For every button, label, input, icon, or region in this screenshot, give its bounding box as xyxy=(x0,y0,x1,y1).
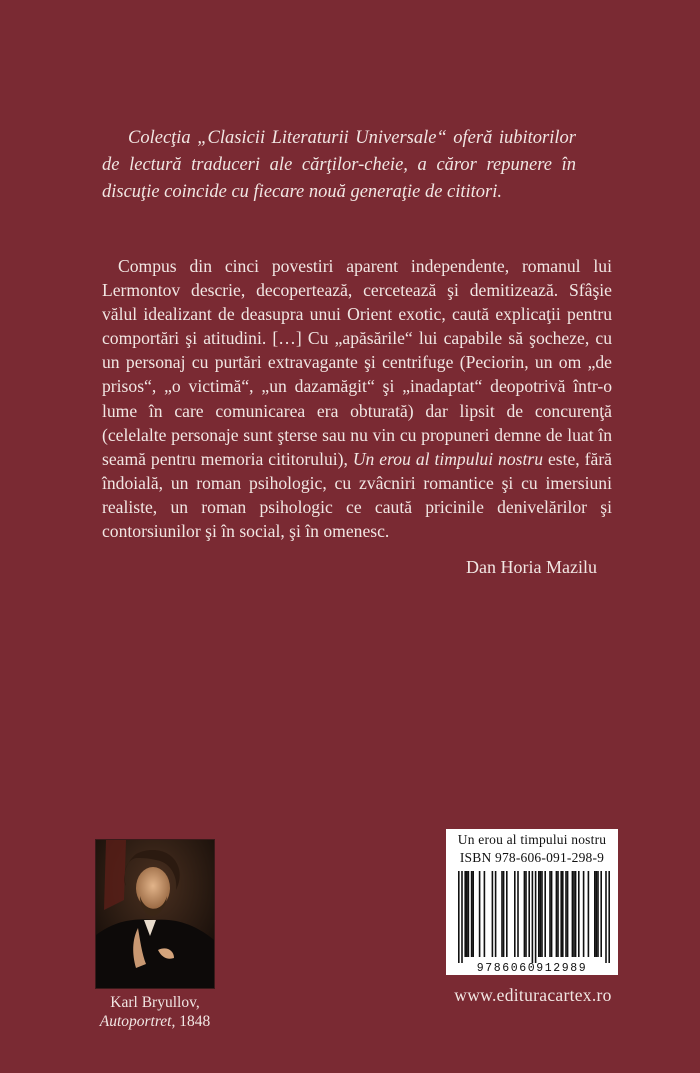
barcode-bar xyxy=(532,871,534,963)
description-part-2: este, fără îndoială, un roman psihologic, cu zvâcniri romantice şi cu imersiuni realiste, un roman psihologic ce caută pricinile denivelărilor şi contorsiunilor şi în social, şi în omenesc. xyxy=(102,448,612,542)
barcode-bar xyxy=(573,871,575,957)
barcode-isbn: ISBN 978-606-091-298-9 xyxy=(459,850,605,865)
barcode-bar xyxy=(578,871,580,957)
barcode-bar xyxy=(567,871,569,957)
barcode-bar xyxy=(484,871,486,957)
barcode-bar xyxy=(583,871,585,957)
barcode-bar xyxy=(549,871,551,957)
barcode-digits: 9786060912989 xyxy=(476,962,588,975)
publisher-website: www.edituracartex.ro xyxy=(454,985,612,1005)
caption-year: , 1848 xyxy=(171,1013,211,1030)
portrait-painting-icon xyxy=(96,840,214,988)
barcode-bar xyxy=(495,871,497,957)
barcode-bar xyxy=(458,871,460,963)
barcode-bar xyxy=(517,871,519,957)
barcode-bar xyxy=(575,871,577,957)
barcode-bar xyxy=(565,871,567,957)
barcode-bar xyxy=(540,871,542,957)
barcode-bar xyxy=(608,871,610,963)
book-title-italic: Un erou al timpului nostru xyxy=(352,448,544,469)
barcode-bar xyxy=(562,871,564,957)
barcode-bar xyxy=(514,871,516,957)
barcode-bar xyxy=(551,871,553,957)
barcode-bar xyxy=(492,871,494,957)
barcode-bar xyxy=(556,871,558,957)
barcode-bar xyxy=(572,871,574,957)
caption-artist: Karl Bryullov, xyxy=(110,994,200,1011)
barcode-bar xyxy=(596,871,598,957)
portrait-caption xyxy=(70,993,240,1031)
caption-work: Autoportret xyxy=(99,1013,172,1030)
barcode-bar xyxy=(560,871,562,957)
barcode-bar xyxy=(535,871,537,963)
barcode-bar xyxy=(479,871,481,957)
barcode-bar xyxy=(466,871,468,957)
barcode-bar xyxy=(544,871,546,957)
barcode-bar xyxy=(597,871,599,957)
barcode-bar xyxy=(538,871,540,957)
barcode-book-title: Un erou al timpului nostru xyxy=(457,832,607,847)
barcode-bar xyxy=(506,871,508,957)
barcode-bar xyxy=(471,871,473,957)
barcode-bar xyxy=(503,871,505,957)
barcode-bar xyxy=(541,871,543,957)
barcode-bar xyxy=(461,871,463,963)
barcode-bar xyxy=(525,871,527,957)
barcode-bar xyxy=(588,871,590,957)
barcode-bar xyxy=(594,871,596,957)
barcode-bar xyxy=(472,871,474,957)
collection-intro: Colecţia „Clasicii Literaturii Universale“ oferă iubitorilor de lectură traduceri ale cărţilor-cheie, a căror repunere în discuţie coincide cu fiecare nouă generaţie de cititori. xyxy=(102,128,576,202)
isbn-barcode-box xyxy=(446,829,618,975)
barcode-bar xyxy=(468,871,470,957)
description-part-1: Compus din cinci povestiri aparent independente, romanul lui Lermontov descrie, decopertează, cercetează şi demitizează. Sfâşie vălul idealizant de deasupra unui Orient exotic, caută explicaţii pentru comportări şi atitudini. […] Cu „apăsările“ lui capabile să şocheze, cu un personaj cu purtări extravagante şi centrifuge (Peciorin, un om „de prisos“, „o victimă“, „un dazamăgit“ şi „inadaptat“ deopotrivă într-o lume în care comunicarea era obturată) dar lipsit de concurenţă (celelalte personaje sunt şterse sau nu vin cu propuneri demne de luat în seamă pentru memoria cititorului), xyxy=(102,256,612,469)
barcode-bar xyxy=(557,871,559,957)
barcode-bar xyxy=(524,871,526,957)
barcode-bar xyxy=(600,871,602,957)
barcode-icon xyxy=(446,869,618,975)
review-author: Dan Horia Mazilu xyxy=(466,557,597,577)
barcode-bar xyxy=(464,871,466,957)
portrait-image xyxy=(96,840,214,988)
barcode-bar xyxy=(528,871,530,957)
barcode-bar xyxy=(605,871,607,963)
barcode-bar xyxy=(501,871,503,957)
book-description xyxy=(102,254,612,543)
